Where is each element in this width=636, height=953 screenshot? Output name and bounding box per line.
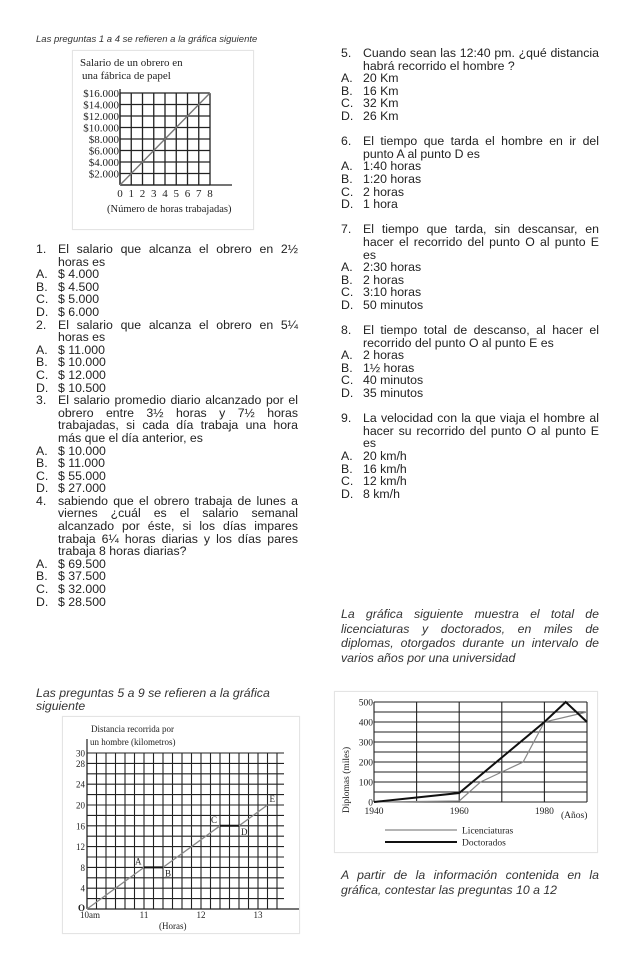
question-number: 3. xyxy=(36,393,47,408)
option-letter: B. xyxy=(341,171,353,186)
answer-option[interactable] xyxy=(341,349,599,362)
question-stem xyxy=(36,319,298,344)
option-text: 16 Km xyxy=(363,83,399,98)
y-tick-label: 28 xyxy=(76,758,85,769)
intro-questions-1-4: Las preguntas 1 a 4 se refieren a la gráfica siguiente xyxy=(36,34,258,45)
x-tick-label: 5 xyxy=(173,188,179,200)
diploma-chart xyxy=(334,691,598,853)
x-tick-label: 3 xyxy=(151,188,157,200)
y-tick-label: $6.000 xyxy=(88,145,119,158)
x-tick-label: 10am xyxy=(80,910,100,920)
distance-chart-svg xyxy=(63,717,299,933)
point-label-c: C xyxy=(210,814,218,825)
salary-chart-title-2: una fábrica de papel xyxy=(82,70,171,82)
option-letter: D. xyxy=(341,108,354,123)
series-licenciaturas xyxy=(374,712,587,802)
option-letter: C. xyxy=(36,367,49,382)
question-number: 4. xyxy=(36,493,47,508)
distance-chart-title-1: Distancia recorrida por xyxy=(91,724,174,734)
option-letter: B. xyxy=(341,360,353,375)
salary-chart-xlabel: (Número de horas trabajadas) xyxy=(107,204,232,215)
option-letter: B. xyxy=(341,272,353,287)
option-text: 2 horas xyxy=(363,272,405,287)
question-text: El salario que alcanza el obrero en 2½ horas es xyxy=(58,242,298,269)
option-text: $ 6.000 xyxy=(58,304,100,319)
option-text: 32 Km xyxy=(363,96,399,111)
option-text: 50 minutos xyxy=(363,297,424,312)
x-tick-label: 6 xyxy=(184,188,191,200)
distance-chart-xlabel: (Horas) xyxy=(159,921,187,931)
x-tick-label: 12 xyxy=(196,910,206,920)
x-tick-label: 2 xyxy=(139,188,146,200)
answer-option[interactable] xyxy=(36,596,298,609)
option-text: 2 horas xyxy=(363,348,405,363)
option-letter: A. xyxy=(36,267,48,282)
y-tick-label: $12.000 xyxy=(83,111,119,123)
option-text: 8 km/h xyxy=(363,486,400,501)
intro-questions-5-9: Las preguntas 5 a 9 se refieren a la gráfica siguiente xyxy=(36,686,270,713)
question-block xyxy=(341,412,599,500)
option-text: 1 hora xyxy=(363,197,398,212)
answer-option[interactable] xyxy=(341,198,599,211)
x-tick-label: 0 xyxy=(117,188,123,200)
question-text: El tiempo que tarda el hombre en ir del punto A al punto D es xyxy=(363,134,599,161)
option-letter: A. xyxy=(36,443,48,458)
y-tick-label: $14.000 xyxy=(83,99,119,112)
option-text: 40 minutos xyxy=(363,373,424,388)
y-tick-label: 20 xyxy=(76,800,85,811)
question-text: El tiempo que tarda, sin descansar, en hacer el recorrido del punto O al punto E es xyxy=(363,222,599,262)
option-text: $ 5.000 xyxy=(58,292,100,307)
y-tick-label: 400 xyxy=(358,718,373,729)
answer-option[interactable] xyxy=(341,488,599,501)
answer-option[interactable] xyxy=(36,482,298,495)
option-letter: C. xyxy=(36,468,49,483)
option-letter: B. xyxy=(36,569,48,584)
diploma-chart-xunit: (Años) xyxy=(561,811,588,821)
x-tick-label: 4 xyxy=(162,188,168,200)
option-letter: A. xyxy=(341,159,353,174)
option-text: 1:20 horas xyxy=(363,171,422,186)
question-block xyxy=(341,47,599,123)
answer-option[interactable] xyxy=(36,457,298,470)
option-letter: C. xyxy=(341,96,354,111)
option-text: 20 km/h xyxy=(363,449,407,463)
y-tick-label: 12 xyxy=(76,842,85,853)
question-stem xyxy=(341,47,599,72)
option-letter: C. xyxy=(341,474,354,489)
answer-option[interactable] xyxy=(341,299,599,312)
answer-option[interactable] xyxy=(36,583,298,596)
question-text: El salario que alcanza el obrero en 5¼ horas es xyxy=(58,317,298,345)
answer-option[interactable] xyxy=(341,110,599,123)
question-text: El salario promedio diario alcanzado por el obrero entre 3½ horas y 7½ horas trabajadas, si cada día trabaja una hora más que el día anterior, es xyxy=(58,393,298,445)
question-stem xyxy=(36,243,298,268)
answer-option[interactable] xyxy=(341,72,599,85)
questions-left xyxy=(36,243,298,608)
option-text: 12 km/h xyxy=(363,474,407,489)
question-stem xyxy=(341,324,599,349)
x-tick-label: 13 xyxy=(253,910,263,920)
option-letter: D. xyxy=(341,197,354,212)
y-tick-label: 30 xyxy=(76,748,85,759)
y-tick-label: 16 xyxy=(76,821,85,832)
answer-option[interactable] xyxy=(341,286,599,299)
question-block xyxy=(341,135,599,211)
option-letter: C. xyxy=(341,285,354,300)
question-stem xyxy=(36,394,298,444)
answer-option[interactable] xyxy=(341,261,599,274)
y-tick-label: 200 xyxy=(358,758,373,769)
option-text: $ 11.000 xyxy=(58,342,105,357)
option-text: $ 27.000 xyxy=(58,481,106,496)
option-text: 20 Km xyxy=(363,71,399,86)
answer-option[interactable] xyxy=(36,268,298,281)
y-tick-label: 4 xyxy=(80,883,85,894)
option-letter: C. xyxy=(341,373,354,388)
legend-label-licenciaturas: Licenciaturas xyxy=(462,826,514,837)
question-number: 8. xyxy=(341,323,352,338)
option-letter: D. xyxy=(36,594,49,609)
question-number: 1. xyxy=(36,242,47,256)
question-block xyxy=(36,319,298,395)
option-text: 1:40 horas xyxy=(363,159,422,174)
option-text: $ 10.500 xyxy=(58,380,106,395)
x-tick-label: 1940 xyxy=(364,807,384,817)
answer-option[interactable] xyxy=(36,306,298,319)
option-letter: D. xyxy=(36,481,49,496)
question-stem xyxy=(341,135,599,160)
option-letter: A. xyxy=(36,556,48,571)
y-tick-label: $8.000 xyxy=(88,134,119,146)
question-block xyxy=(36,394,298,495)
option-letter: A. xyxy=(341,449,353,463)
x-tick-label: 11 xyxy=(139,910,149,920)
option-letter: B. xyxy=(341,461,353,476)
option-text: 1½ horas xyxy=(363,360,415,375)
question-number: 5. xyxy=(341,46,352,60)
salary-chart-title-1: Salario de un obrero en xyxy=(80,57,183,69)
option-letter: D. xyxy=(341,386,354,401)
x-tick-label: 1980 xyxy=(534,807,554,817)
distance-chart xyxy=(62,716,300,934)
option-text: $ 69.500 xyxy=(58,556,106,571)
option-text: $ 32.000 xyxy=(58,582,106,597)
option-text: $ 10.000 xyxy=(58,355,106,370)
x-tick-label: 7 xyxy=(196,188,202,200)
question-number: 2. xyxy=(36,317,47,332)
y-tick-label: $2.000 xyxy=(88,168,119,181)
point-label-o: O xyxy=(78,903,86,913)
question-text: El tiempo total de descanso, al hacer el recorrido del punto O al punto E es xyxy=(363,323,599,350)
option-letter: A. xyxy=(341,260,353,275)
question-number: 6. xyxy=(341,134,352,149)
option-letter: A. xyxy=(36,342,48,357)
x-tick-label: 8 xyxy=(207,188,213,200)
outro-questions-10-12: A partir de la información contenida en la gráfica, contestar las preguntas 10 a 12 xyxy=(341,868,599,897)
point-label-e: E xyxy=(269,794,276,804)
diploma-chart-ylabel: Diplomas (miles) xyxy=(342,746,352,814)
intro-diplomas: La gráfica siguiente muestra el total de licenciaturas y doctorados, en miles de diplomas, otorgados durante un intervalo de varios años por una universidad xyxy=(341,607,599,665)
question-block xyxy=(36,495,298,608)
question-block xyxy=(36,243,298,319)
y-tick-label: 500 xyxy=(358,698,373,709)
answer-option[interactable] xyxy=(341,173,599,186)
y-tick-label: 100 xyxy=(358,778,373,789)
answer-option[interactable] xyxy=(341,475,599,488)
option-text: $ 55.000 xyxy=(58,468,106,483)
question-text: sabiendo que el obrero trabaja de lunes a viernes ¿cuál es el salario semanal alcanzado por éste, si los días impares trabaja 6¼ horas diarias y los días pares trabaja 8 horas diarias? xyxy=(58,493,298,559)
question-number: 7. xyxy=(341,222,352,237)
option-letter: D. xyxy=(341,486,354,501)
x-tick-label: 1960 xyxy=(449,807,469,817)
option-letter: D. xyxy=(36,304,49,319)
option-text: $ 28.500 xyxy=(58,594,106,609)
option-letter: D. xyxy=(36,380,49,395)
answer-option[interactable] xyxy=(341,450,599,463)
point-label-d: D xyxy=(241,826,248,837)
y-tick-label: $4.000 xyxy=(88,157,119,169)
option-letter: A. xyxy=(341,348,353,363)
answer-option[interactable] xyxy=(36,369,298,382)
option-letter: B. xyxy=(36,355,48,370)
salary-chart-svg xyxy=(73,51,253,229)
option-letter: C. xyxy=(341,184,354,199)
option-letter: B. xyxy=(36,456,48,471)
y-tick-label: 24 xyxy=(76,779,85,790)
y-tick-label: 300 xyxy=(358,738,373,749)
question-text: La velocidad con la que viaja el hombre al hacer su recorrido del punto O al punto E es xyxy=(363,411,599,451)
option-text: $ 4.500 xyxy=(58,279,100,294)
legend-label-doctorados: Doctorados xyxy=(462,838,506,849)
y-tick-label: 0 xyxy=(368,798,373,809)
salary-chart xyxy=(72,50,254,230)
option-text: 16 km/h xyxy=(363,461,407,476)
option-text: $ 11.000 xyxy=(58,456,105,471)
point-label-a: A xyxy=(135,856,142,867)
question-stem xyxy=(341,223,599,261)
option-letter: A. xyxy=(341,71,353,86)
y-tick-label: $10.000 xyxy=(83,122,119,135)
question-text: Cuando sean las 12:40 pm. ¿qué distancia habrá recorrido el hombre ? xyxy=(363,46,599,73)
diploma-chart-svg xyxy=(335,692,597,852)
option-letter: C. xyxy=(36,292,49,307)
option-text: $ 4.000 xyxy=(58,267,100,282)
question-stem xyxy=(341,412,599,450)
question-stem xyxy=(36,495,298,558)
distance-chart-title-2: un hombre (kilometros) xyxy=(90,737,176,747)
option-letter: B. xyxy=(341,83,353,98)
option-text: $ 37.500 xyxy=(58,569,106,584)
option-text: 3:10 horas xyxy=(363,285,422,300)
question-number: 9. xyxy=(341,411,352,426)
option-text: 26 Km xyxy=(363,108,399,123)
option-letter: C. xyxy=(36,582,49,597)
option-text: 2 horas xyxy=(363,184,405,199)
y-tick-label: $16.000 xyxy=(83,88,119,100)
option-text: $ 12.000 xyxy=(58,367,106,382)
x-tick-label: 1 xyxy=(128,188,134,200)
option-letter: D. xyxy=(341,297,354,312)
question-block xyxy=(341,223,599,311)
question-block xyxy=(341,324,599,400)
answer-option[interactable] xyxy=(341,387,599,400)
option-text: $ 10.000 xyxy=(58,443,106,458)
option-letter: B. xyxy=(36,279,48,294)
y-tick-label: 8 xyxy=(80,862,85,873)
option-text: 2:30 horas xyxy=(363,260,422,275)
questions-right xyxy=(341,47,599,500)
point-label-b: B xyxy=(164,868,172,879)
option-text: 35 minutos xyxy=(363,386,424,401)
